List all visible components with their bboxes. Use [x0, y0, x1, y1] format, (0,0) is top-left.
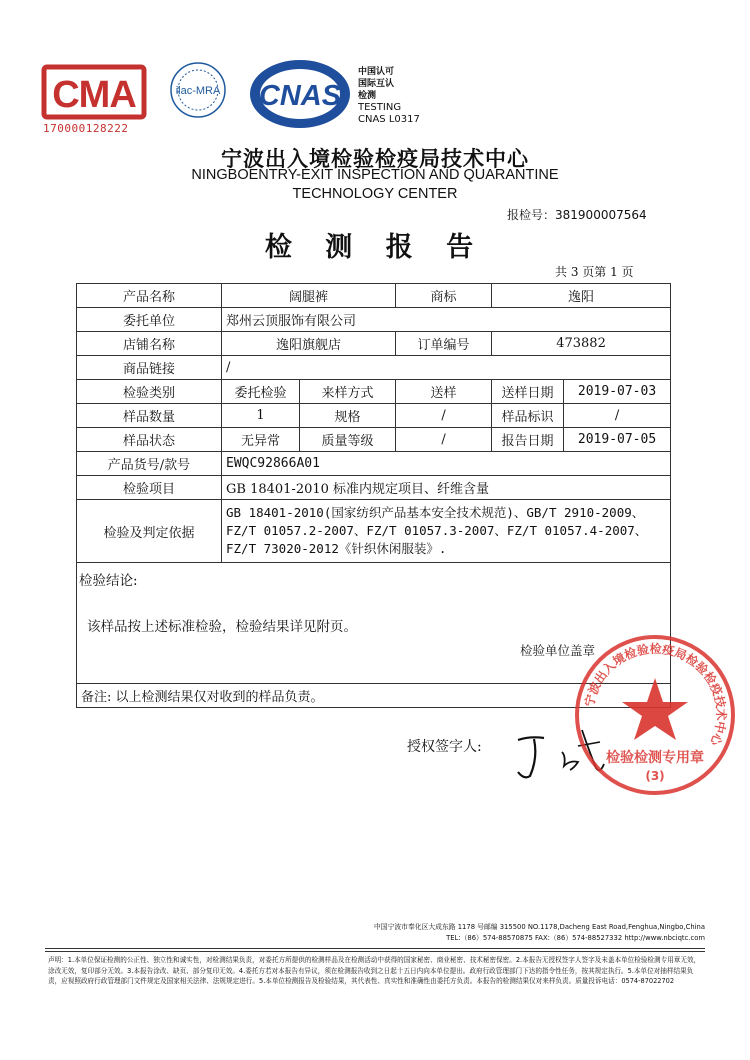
product-name-value: 阔腿裤: [222, 284, 396, 308]
send-date-label: 送样日期: [492, 380, 564, 404]
brand-value: 逸阳: [492, 284, 671, 308]
inspect-type-label: 检验类别: [77, 380, 222, 404]
table-row: [77, 404, 671, 428]
official-seal: [570, 630, 740, 804]
svg-text:CNAS: CNAS: [258, 80, 342, 112]
footer-divider: [45, 948, 705, 949]
client-label: 委托单位: [77, 308, 222, 332]
cnas-cn-line2: 国际互认: [358, 79, 395, 89]
cma-code: 170000128222: [43, 122, 129, 135]
table-row: [77, 476, 671, 500]
spec-label: 规格: [300, 404, 396, 428]
table-row: [77, 356, 671, 380]
certification-logos: [40, 52, 460, 144]
client-value: 郑州云顶服饰有限公司: [222, 308, 671, 332]
table-row: [77, 500, 671, 563]
seal-center-text: 检验检测专用章: [606, 750, 704, 766]
shop-label: 店铺名称: [77, 332, 222, 356]
link-label: 商品链接: [77, 356, 222, 380]
sample-state-value: 无异常: [222, 428, 300, 452]
quality-grade-value: /: [396, 428, 492, 452]
footer-address-line2: TEL:（86）574-88570875 FAX:（86）574-88527332 http://www.nbciqtc.com: [446, 934, 705, 942]
cnas-cn-line3: 检测: [358, 91, 377, 101]
report-date-value: 2019-07-05: [564, 428, 671, 452]
items-label: 检验项目: [77, 476, 222, 500]
sample-qty-label: 样品数量: [77, 404, 222, 428]
seal-graphic: [570, 630, 740, 800]
cnas-en-line1: TESTING: [358, 102, 402, 113]
sample-method-label: 来样方式: [300, 380, 396, 404]
org-name-en-line1: NINGBOENTRY-EXIT INSPECTION AND QUARANTINE: [191, 167, 559, 183]
seal-label: 检验单位盖章: [520, 643, 596, 658]
table-row: [77, 428, 671, 452]
footer-divider-2: [45, 951, 705, 952]
ilac-mra-logo: [171, 63, 225, 117]
sample-qty-value: 1: [222, 404, 300, 428]
brand-label: 商标: [396, 284, 492, 308]
svg-text:CMA: CMA: [52, 74, 136, 116]
items-value: GB 18401-2010 标准内规定项目、纤维含量: [222, 476, 671, 500]
org-name-en-line2: TECHNOLOGY CENTER: [292, 186, 458, 202]
sample-method-value: 送样: [396, 380, 492, 404]
org-name-cn: 宁波出入境检验检疫局技术中心: [221, 147, 529, 171]
basis-label: 检验及判定依据: [77, 500, 222, 563]
basis-value: GB 18401-2010(国家纺织产品基本安全技术规范)、GB/T 2910-2009、FZ/T 01057.2-2007、FZ/T 01057.3-2007、FZ/T 01057.4-2007、FZ/T 73020-2012《针织休闲服装》.: [222, 500, 671, 563]
table-row: [77, 380, 671, 404]
order-label: 订单编号: [396, 332, 492, 356]
sample-state-label: 样品状态: [77, 428, 222, 452]
signer-label: 授权签字人:: [407, 739, 482, 755]
sample-mark-value: /: [564, 404, 671, 428]
page-info: 共 3 页第 1 页: [555, 265, 634, 279]
table-row: [77, 452, 671, 476]
svg-text:ilac-MRA: ilac-MRA: [175, 85, 221, 97]
org-name-en: [0, 166, 750, 204]
report-date-label: 报告日期: [492, 428, 564, 452]
link-value: /: [222, 356, 671, 380]
footer-address: [345, 922, 705, 944]
article-no-value: EWQC92866A01: [222, 452, 671, 476]
product-name-label: 产品名称: [77, 284, 222, 308]
send-date-value: 2019-07-03: [564, 380, 671, 404]
cnas-en-line2: CNAS L0317: [358, 114, 420, 125]
report-number-value: 381900007564: [555, 208, 647, 222]
article-no-label: 产品货号/款号: [77, 452, 222, 476]
inspect-type-value: 委托检验: [222, 380, 300, 404]
seal-number: (3): [645, 769, 665, 783]
cnas-accreditation-text: [358, 66, 420, 126]
report-number-label: 报检号：: [507, 208, 556, 222]
shop-value: 逸阳旗舰店: [222, 332, 396, 356]
table-row: [77, 332, 671, 356]
table-row: [77, 284, 671, 308]
cnas-cn-line1: 中国认可: [358, 67, 395, 77]
sample-mark-label: 样品标识: [492, 404, 564, 428]
table-row: [77, 308, 671, 332]
cnas-logo: [250, 60, 350, 128]
conclusion-text: 该样品按上述标准检验，检验结果详见附页。: [87, 619, 357, 635]
quality-grade-label: 质量等级: [300, 428, 396, 452]
report-title: 检 测 报 告: [264, 232, 486, 263]
remark: 备注: 以上检测结果仅对收到的样品负责。: [77, 684, 671, 708]
conclusion-label: 检验结论:: [79, 573, 138, 589]
footer-address-line1: 中国宁波市奉化区大成东路 1178 号邮编 315500 NO.1178,Dacheng East Road,Fenghua,Ningbo,China: [374, 923, 705, 931]
report-number: [507, 206, 647, 223]
order-value: 473882: [492, 332, 671, 356]
seal-ring-text: 宁波出入境检验检疫局检验检疫技术中心: [582, 641, 729, 748]
footer-statement: 声明：1.本单位保证检测的公正性、独立性和诚实性，对检测结果负责，对委托方所提供的检测样品及在检测活动中获得的国家秘密、商业秘密、技术秘密保密。2.本报告无授权签字人签字及未盖本单位检验检测专用章无效，涂改无效，复印部分无效。3.本报告涂改、缺页、部分复印无效。4.委托方若对本报告有异议，须在检测报告收到之日起十五日内向本单位提出。政府行政管理部门下达的指令性任务，按其规定执行。5.本单位对抽样结果负责，应视照政府行政管理部门文件规定及国家相关法律、法规规定进行。5.本单位检测报告及检验结果，其代表性、真实性和准确性由委托方负责。本报告的检测结果仅对来样负责。质量投诉电话：0574-87022702: [48, 956, 701, 985]
spec-value: /: [396, 404, 492, 428]
cma-logo: [44, 67, 144, 117]
